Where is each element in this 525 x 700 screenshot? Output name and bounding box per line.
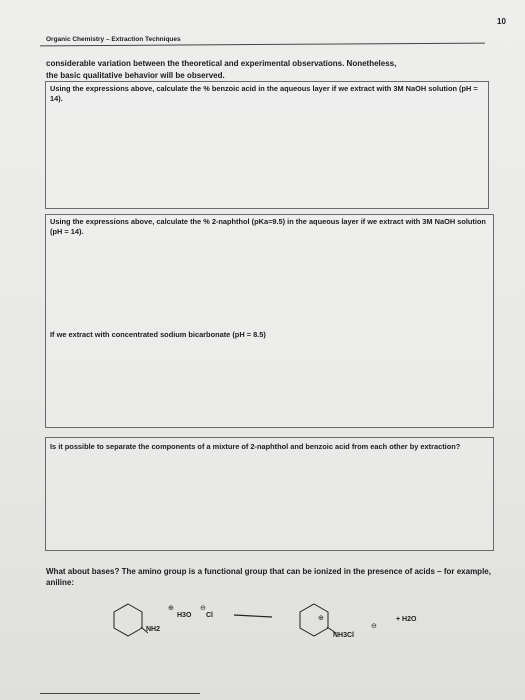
bottom-rule (40, 693, 200, 694)
header-rule (40, 43, 485, 47)
chloride-charge: ⊖ (200, 605, 206, 612)
aniline-benzene-ring (108, 600, 148, 640)
hydronium-charge: ⊕ (168, 605, 174, 612)
bases-paragraph: What about bases? The amino group is a functional group that can be ionized in the presence of acids – for example, aniline: (46, 567, 491, 587)
intro-line-2: the basic qualitative behavior will be observed. (46, 71, 225, 80)
question-bicarbonate: If we extract with concentrated sodium bicarbonate (pH = 8.5) (50, 330, 266, 339)
answer-box-benzoic-acid[interactable] (45, 81, 489, 209)
hydronium-label: H3O (177, 612, 192, 619)
question-naphthol: Using the expressions above, calculate the % 2-naphthol (pKa=9.5) in the aqueous layer if we extract with 3M NaOH solution (pH = 14). (50, 217, 486, 236)
intro-line-1: considerable variation between the theoretical and experimental observations. Nonetheless, (46, 59, 397, 68)
anilinium-group: NH3Cl (333, 632, 355, 639)
reaction-arrow (232, 612, 274, 620)
anilinium-anion-charge: ⊖ (371, 623, 377, 630)
question-separation: Is it possible to separate the components of a mixture of 2-naphthol and benzoic acid from each other by extraction? (50, 442, 461, 451)
question-benzoic-acid: Using the expressions above, calculate the % benzoic acid in the aqueous layer if we extract with 3M NaOH solution (pH = 14). (50, 84, 478, 103)
intro-paragraph (46, 58, 486, 82)
chloride-label: Cl (206, 612, 213, 619)
page-header: Organic Chemistry – Extraction Techniques (46, 36, 181, 43)
page-number: 10 (497, 17, 506, 26)
aniline-amino-group: NH2 (146, 626, 161, 633)
anilinium-charge: ⊕ (318, 615, 324, 622)
water-byproduct: + H2O (396, 616, 417, 623)
answer-box-naphthol[interactable] (45, 214, 494, 428)
answer-box-separation[interactable] (45, 437, 494, 551)
anilinium-benzene-ring (294, 600, 338, 640)
